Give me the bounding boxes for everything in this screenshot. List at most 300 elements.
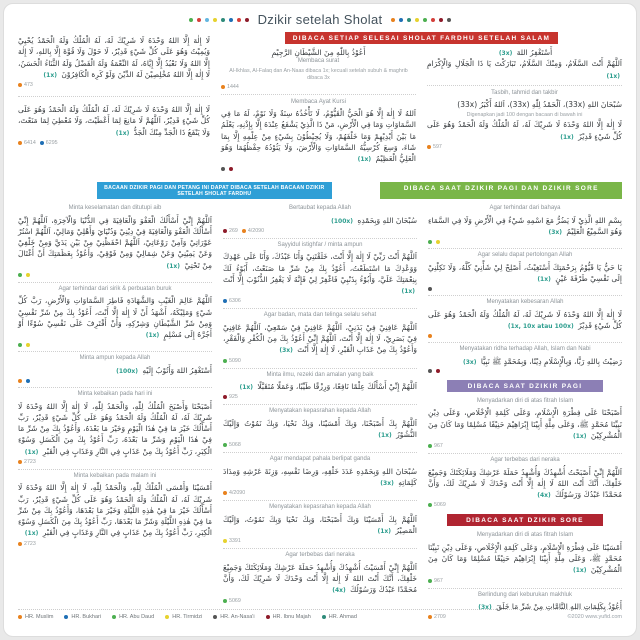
repeat-count: (1x) [115,129,130,137]
arabic-body: لَا إِلٰهَ إِلَّا اللهُ وَحْدَهُ لَا شَرِيْكَ لَهُ، لَهُ الْمُلْكُ وَلَهُ الْحَمْدُ يُحْيِيْ وَيُمِيْتُ وَهُوَ عَلَى كُلِّ شَيْءٍ قَدِيْرٌ، لَا حَوْلَ وَلَا قُوَّةَ إِلَّا بِاللهِ، لَا إِلٰهَ إِلَّا اللهُ وَلَا نَعْبُدُ إِلَّا إِيَّاهُ، لَهُ النِّعْمَةُ وَلَهُ الْفَضْلُ وَلَهُ الثَّنَاءُ الْحَسَنُ، لَا إِلٰهَ إِلَّا اللهُ مُخْلِصِيْنَ لَهُ الدِّيْنَ وَلَوْ كَرِهَ الْكَافِرُوْنَ [18,36,210,79]
hadith-color-dot [242,229,246,233]
hadith-ref [221,167,225,171]
hadith-ref-number: 2723 [24,458,36,465]
tahlil-text [427,119,622,142]
hadith-ref-number: 5069 [229,597,241,604]
salam-dua-text [427,58,622,81]
reference-row [428,443,622,449]
section-header: Bertaubat kepada Allah [288,205,352,211]
reference-row [221,84,416,90]
hadith-ref [436,240,440,244]
arabic-text [223,466,417,489]
repeat-count: (1x) [606,72,620,80]
hadith-color-dot [223,395,227,399]
arabic-text [428,467,622,501]
arabic-text [223,514,417,537]
hadith-color-dot [322,615,326,619]
arabic-text [221,108,416,164]
hadith-color-dot [229,167,233,171]
hadith-color-dot [428,240,432,244]
repeat-count: (1x) [573,567,587,575]
arabic-body: لَا إِلٰهَ إِلَّا اللهُ وَحْدَهُ لَا شَرِيْكَ لَهُ، لَهُ الْمُلْكُ وَلَهُ الْحَمْدُ وَهُوَ عَلَى كُلِّ شَيْءٍ قَدِيْرٌ [428,309,622,330]
hadith-source-label: HR. Bukhari [71,614,102,620]
repeat-count: (4x) [332,587,346,595]
dzikir-section [223,308,417,367]
title-dot [245,18,249,22]
legend-item [213,614,254,620]
taawudz-text: أَعُوْذُ بِاللّٰهِ مِنَ الشَّيْطَانِ الرَّجِيْمِ [271,48,366,57]
hadith-ref-number: 4/2090 [247,227,265,234]
hadith-ref [223,598,241,604]
hadith-ref [26,343,30,347]
repeat-count: (100x) [116,367,139,375]
dzikir-section [428,295,622,342]
hadith-ref-number: 6295 [45,139,58,146]
title-row [18,12,622,27]
after-prayer-banner: DIBACA SETIAP SELESAI SHOLAT FARDHU SETELAH SALAM [285,32,558,44]
arabic-body: اَللَّهُمَّ عَافِنِيْ فِيْ بَدَنِيْ، اَللَّهُمَّ عَافِنِيْ فِيْ سَمْعِيْ، اَللَّهُمَّ عَافِنِيْ فِيْ بَصَرِيْ، لَا إِلٰهَ إِلَّا أَنْتَ، اَللَّهُمَّ إِنِّيْ أَعُوْذُ بِكَ مِنَ الْكُفْرِ وَالْفَقْرِ، وَأَعُوْذُ بِكَ مِنْ عَذَابِ الْقَبْرِ، لَا إِلٰهَ إِلَّا أَنْتَ [223,322,417,355]
arabic-text [428,601,622,612]
hadith-color-dot [18,273,22,277]
hadith-ref [223,358,241,364]
arabic-text [223,418,417,441]
reference-row [427,144,622,150]
arabic-text [428,309,622,332]
reference-row [18,140,210,146]
reference-row [428,369,622,374]
hadith-color-dot [18,343,22,347]
arabic-body: اَللَّهُمَّ إِنِّيْ أَسْأَلُكَ عِلْمًا نَافِعًا، وَرِزْقًا طَيِّبًا، وَعَمَلًا مُتَقَبَّلًا [257,382,417,391]
hadith-ref [229,167,233,171]
section-header: Membaca surat [297,58,340,65]
hadith-ref [221,84,239,90]
hadith-color-dot [18,542,22,546]
hadith-ref [428,614,446,620]
title-dot [189,18,193,22]
section-header: Menyadarkan diri di atas fitrah Islam [476,532,574,539]
hadith-color-dot [26,379,30,383]
hadith-color-dot [427,145,431,149]
arabic-body: اَللَّهُمَّ إِنِّيْ أَمْسَيْتُ أُشْهِدُكَ وَأُشْهِدُ حَمَلَةَ عَرْشِكَ وَمَلَائِكَتَكَ وَجَمِيْعَ خَلْقِكَ، أَنَّكَ أَنْتَ اللهُ لَا إِلٰهَ إِلَّا أَنْتَ وَحْدَكَ لَا شَرِيْكَ لَكَ، وَأَنَّ مُحَمَّدًا عَبْدُكَ وَرَسُوْلُكَ [223,562,417,595]
hadith-ref-number: 473 [24,82,33,88]
hadith-ref-number: 4/2090 [229,490,246,497]
hadith-color-dot [428,369,432,373]
dzikir-section [223,404,417,452]
title-dot [205,18,209,22]
repeat-count: (1x, 10x atau 100x) [507,322,574,330]
title-dot [213,18,217,22]
reference-row [223,394,417,400]
hadith-ref [428,502,446,508]
hadith-ref [428,443,443,449]
section-header: Menyatakan kebesaran Allah [486,299,564,305]
page-title: Dzikir setelah Sholat [257,12,383,27]
repeat-count: (1x) [43,71,57,79]
arabic-text [223,215,417,226]
repeat-count: (1x) [401,288,415,295]
section-header: Sayyidul istighfar / minta ampun [277,241,363,248]
dzikir-section [428,248,622,295]
title-dot [197,18,201,22]
hadith-color-dot [18,83,22,87]
hadith-color-dot [223,359,227,363]
reference-row [428,333,622,338]
section-banner: DIBACA SAAT DZIKIR PAGI [447,380,602,392]
arabic-body: لَا إِلٰهَ إِلَّا اللهُ وَحْدَهُ لَا شَرِيْكَ لَهُ، لَهُ الْمُلْكُ وَلَهُ الْحَمْدُ وَهُوَ عَلَى كُلِّ شَيْءٍ قَدِيْرٌ [427,120,622,141]
reference-row [428,578,622,584]
arabic-text [223,322,417,356]
dzikir-section [223,452,417,500]
hadith-ref-number: 2723 [24,540,36,547]
hadith-ref-number: 967 [434,577,443,584]
dzikir-section [223,238,417,309]
legend-item [322,614,357,620]
hadith-ref [428,240,432,244]
hadith-color-dot [165,615,169,619]
hadith-color-dot [223,229,227,233]
hadith-ref [223,228,238,234]
hadith-ref [436,369,440,373]
section-header: Menyadarkan diri di atas fitrah Islam [476,397,574,404]
arabic-text [428,215,622,238]
hadith-ref [26,379,30,383]
dzikir-section [428,395,622,453]
arabic-body: أَمْسَيْنَا وَأَمْسَى الْمُلْكُ لِلّٰهِ، وَالْحَمْدُ لِلّٰهِ، لَا إِلٰهَ إِلَّا اللهُ وَحْدَهُ لَا شَرِيْكَ لَهُ، لَهُ الْمُلْكُ وَلَهُ الْحَمْدُ وَهُوَ عَلَى كُلِّ شَيْءٍ قَدِيْرٌ، رَبِّ أَسْأَلُكَ خَيْرَ مَا فِيْ هٰذِهِ اللَّيْلَةِ وَخَيْرَ مَا بَعْدَهَا، وَأَعُوْذُ بِكَ مِنْ شَرِّ مَا فِيْ هٰذِهِ اللَّيْلَةِ وَشَرِّ مَا بَعْدَهَا، رَبِّ أَعُوْذُ بِكَ مِنَ الْكَسَلِ وَسُوْءِ الْكِبَرِ، رَبِّ أَعُوْذُ بِكَ مِنْ عَذَابٍ فِي النَّارِ وَعَذَابٍ فِي الْقَبْرِ [18,483,212,538]
title-dot [431,18,435,22]
repeat-count: (1x) [573,432,587,440]
repeat-count: (1x) [145,332,160,339]
hadith-ref [18,541,36,547]
top-zone-right [221,32,622,178]
hadith-ref [223,298,241,304]
hadith-ref-number: 3391 [229,538,241,545]
arabic-text [18,35,210,80]
hadith-ref-number: 6306 [229,298,241,305]
legend-item [266,614,311,620]
arabic-text [223,251,417,296]
reference-row [223,538,417,544]
column-left-top [18,32,210,178]
hadith-ref-number: 5069 [434,502,446,509]
hadith-color-dot [436,369,440,373]
legend-item [165,614,202,620]
hadith-ref-number: 5090 [229,357,241,364]
hadith-color-dot [64,615,68,619]
arabic-body: اَللهُ لَا إِلٰهَ إِلَّا هُوَ الْحَيُّ الْقَيُّوْمُ، لَا تَأْخُذُهُ سِنَةٌ وَلَا نَوْمٌ، لَهُ مَا فِي السَّمَاوَاتِ وَمَا فِي الْأَرْضِ، مَنْ ذَا الَّذِيْ يَشْفَعُ عِنْدَهُ إِلَّا بِإِذْنِهِ، يَعْلَمُ مَا بَيْنَ أَيْدِيْهِمْ وَمَا خَلْفَهُمْ، وَلَا يُحِيْطُوْنَ بِشَيْءٍ مِنْ عِلْمِهِ إِلَّا بِمَا شَاءَ، وَسِعَ كُرْسِيُّهُ السَّمَاوَاتِ وَالْأَرْضَ، وَلَا يَئُوْدُهُ حِفْظُهُمَا وَهُوَ الْعَلِيُّ الْعَظِيْمُ [221,109,416,163]
hadith-color-dot [428,503,432,507]
reference-row [223,228,417,234]
title-dots-left [189,18,249,22]
dzikir-section [428,342,622,378]
dzikir-section [18,32,210,92]
repeat-count: (3x) [279,347,293,355]
arabic-body: سُبْحَانَ اللهِ وَبِحَمْدِهِ [357,215,417,225]
arabic-body: اَللَّهُمَّ إِنِّيْ أَصْبَحْتُ أُشْهِدُكَ وَأُشْهِدُ حَمَلَةَ عَرْشِكَ وَمَلَائِكَتَكَ وَجَمِيْعَ خَلْقِكَ، أَنَّكَ أَنْتَ اللهُ لَا إِلٰهَ إِلَّا أَنْتَ وَحْدَكَ لَا شَرِيْكَ لَكَ، وَأَنَّ مُحَمَّدًا عَبْدُكَ وَرَسُوْلُكَ [428,467,622,499]
title-dot [415,18,419,22]
reference-row [428,286,622,291]
repeat-count: (1x) [378,432,392,439]
repeat-count: (4x) [537,492,551,499]
arabic-text [18,104,210,138]
section-header: Minta ampun kepada Allah [79,355,151,362]
reference-row [18,378,212,383]
top-zone [18,32,622,178]
hadith-ref [242,228,264,234]
arabic-text [18,215,212,271]
legend-item [112,614,154,620]
hadith-ref [428,578,443,584]
arabic-body: أَصْبَحْنَا وَأَصْبَحَ الْمُلْكُ لِلّٰهِ، وَالْحَمْدُ لِلّٰهِ، لَا إِلٰهَ إِلَّا اللهُ وَحْدَهُ لَا شَرِيْكَ لَهُ، لَهُ الْمُلْكُ وَلَهُ الْحَمْدُ وَهُوَ عَلَى كُلِّ شَيْءٍ قَدِيْرٌ، رَبِّ أَسْأَلُكَ خَيْرَ مَا فِيْ هٰذَا الْيَوْمِ وَخَيْرَ مَا بَعْدَهُ، وَأَعُوْذُ بِكَ مِنْ شَرِّ مَا فِيْ هٰذَا الْيَوْمِ وَشَرِّ مَا بَعْدَهُ، رَبِّ أَعُوْذُ بِكَ مِنَ الْكَسَلِ وَسُوْءِ الْكِبَرِ، رَبِّ أَعُوْذُ بِكَ مِنْ عَذَابٍ فِي النَّارِ وَعَذَابٍ فِي الْقَبْرِ [18,401,212,456]
dzikir-section [18,282,212,352]
hadith-color-dot [18,379,22,383]
hadith-source-label: HR. Tirmidzi [172,614,203,620]
reference-row [428,502,622,508]
hadith-ref-number: 6414 [24,139,36,146]
hadith-color-dot [223,299,227,303]
section-header: Berlindung dari keburukan makhluk [477,591,573,598]
column-left [18,202,212,606]
hadith-color-dot [213,615,217,619]
reference-row [18,273,212,278]
divider [427,85,622,86]
reference-row [223,298,417,304]
section-header: Agar terhindar dari bahaya [489,205,561,211]
reference-row [18,342,212,347]
hadith-source-label: HR. Ahmad [328,614,357,620]
repeat-count: (1x) [377,528,391,535]
reference-row [223,442,417,448]
hadith-ref [18,273,22,277]
legend-item [64,614,101,620]
hadith-ref-number: 967 [434,443,443,449]
copyright: ©2020 www.yufid.com [567,614,622,620]
dzikir-section [18,387,212,469]
hadith-color-dot [223,443,227,447]
title-dot [391,18,395,22]
hadith-color-dot [223,539,227,543]
section-header: Agar terbebas dari neraka [285,552,355,559]
dzikir-section [18,351,212,387]
surat-note: Al-Ikhlas, Al-Falaq dan An-Naas dibaca 1x; kecuali setelah subuh & maghrib dibaca 3x [229,67,408,81]
dzikir-section [18,101,210,150]
section-header: Tasbih, tahmid dan takbir [491,89,558,96]
arabic-text [223,381,417,392]
arabic-body: أَسْتَغْفِرُ اللهَ [516,48,553,57]
hadith-source-label: HR. Abu Daud [119,614,155,620]
title-dot [423,18,427,22]
title-dot [399,18,403,22]
poster-page [3,3,637,637]
repeat-count: (1x) [560,133,574,141]
hadith-ref-number: 1444 [227,83,239,90]
hadith-color-dot [26,343,30,347]
hadith-color-dot [223,599,227,603]
title-dot [439,18,443,22]
section-header: Membaca Ayat Kursi [291,98,346,105]
arabic-body: اَللَّهُمَّ عَالِمَ الْغَيْبِ وَالشَّهَادَةِ فَاطِرَ السَّمَاوَاتِ وَالْأَرْضِ، رَبَّ كُلِّ شَيْءٍ وَمَلِيْكَهُ، أَشْهَدُ أَنْ لَا إِلٰهَ إِلَّا أَنْتَ، أَعُوْذُ بِكَ مِنْ شَرِّ نَفْسِيْ وَمِنْ شَرِّ الشَّيْطَانِ وَشِرْكِهِ، وَأَنْ أَقْتَرِفَ عَلَى نَفْسِيْ سُوْءًا أَوْ أَجُرَّهُ إِلَى مُسْلِمٍ [18,296,212,339]
hadith-ref [18,343,22,347]
dzikir-section [223,368,417,405]
arabic-text [18,482,212,538]
morning-evening-banner: DIBACA SAAT DZIKIR PAGI DAN DZIKIR SORE [380,182,622,199]
hadith-color-dot [428,615,432,619]
hadith-ref [427,144,442,150]
hadith-ref-number: 5068 [229,442,241,449]
dzikir-section [223,500,417,548]
arabic-body: اَللَّهُمَّ إِنِّيْ أَسْأَلُكَ الْعَفْوَ وَالْعَافِيَةَ فِي الدُّنْيَا وَالْآخِرَةِ، اَللَّهُمَّ إِنِّيْ أَسْأَلُكَ الْعَفْوَ وَالْعَافِيَةَ فِيْ دِيْنِيْ وَدُنْيَايَ وَأَهْلِيْ وَمَالِيْ، اَللَّهُمَّ اسْتُرْ عَوْرَاتِيْ وَآمِنْ رَوْعَاتِيْ، اَللَّهُمَّ احْفَظْنِيْ مِنْ بَيْنِ يَدَيَّ وَمِنْ خَلْفِيْ وَعَنْ يَمِيْنِيْ وَعَنْ شِمَالِيْ وَمِنْ فَوْقِيْ، وَأَعُوْذُ بِعَظَمَتِكَ أَنْ أُغْتَالَ مِنْ تَحْتِيْ [18,215,212,270]
section-header: Menyatakan ridha terhadap Allah, Islam dan Nabi [459,346,591,352]
hadith-color-dot [436,240,440,244]
hadith-color-dot [18,141,22,145]
repeat-count: (1x) [239,384,254,391]
title-dot [237,18,241,22]
repeat-count: (3x) [498,50,513,57]
arabic-text [223,562,417,596]
hadith-ref [18,140,36,146]
note-banner: BACAAN DZIKIR PAGI DAN PETANG INI DAPAT DIBACA SETELAH BACAAN DZIKIR SETELAH SHOLAT FARDHU [97,182,333,199]
repeat-count: (1x) [357,156,372,163]
arabic-body: بِسْمِ اللهِ الَّذِيْ لَا يَضُرُّ مَعَ اسْمِهِ شَيْءٌ فِي الْأَرْضِ وَلَا فِي السَّمَاءِ وَهُوَ السَّمِيْعُ الْعَلِيْمُ [428,215,622,236]
arabic-text [18,365,212,376]
hadith-ref [223,490,245,496]
reference-row [18,82,210,88]
reference-row [18,459,212,465]
repeat-count: (3x) [380,480,394,487]
reference-row [221,166,416,171]
section-header: Agar terbebas dari neraka [490,457,560,463]
arabic-text [428,262,622,285]
repeat-count: (3x) [548,228,562,236]
hadith-ref [428,369,432,373]
dzikir-section [18,469,212,551]
divider [18,96,210,97]
repeat-count: (100x) [331,217,354,225]
arabic-text [18,401,212,457]
section-header: Menyatakan kepasrahan kepada Allah [269,408,371,415]
hadith-color-dot [428,334,432,338]
tasbih-text: سُبْحَانَ اللهِ (33x)، اَلْحَمْدُ لِلّٰهِ (33x)، اَللهُ أَكْبَرُ (33x) [457,100,622,110]
arabic-body: أَمْسَيْنَا عَلَى فِطْرَةِ الْإِسْلَامِ، وَعَلَى كَلِمَةِ الْإِخْلَاصِ، وَعَلَى دِيْنِ نَبِيِّنَا مُحَمَّدٍ ﷺ، وَعَلَى مِلَّةِ أَبِيْنَا إِبْرَاهِيْمَ حَنِيْفًا مُسْلِمًا وَمَا كَانَ مِنَ الْمُشْرِكِيْنَ [428,542,622,575]
section-header: Minta ilmu, rezeki dan amalan yang baik [266,371,374,378]
hadith-color-dot [428,287,432,291]
arabic-text [428,356,622,367]
reference-row [223,598,417,604]
hadith-color-dot [112,615,116,619]
column-middle [223,202,417,606]
section-banner: DIBACA SAAT DZIKIR SORE [447,514,602,526]
repeat-count: (1x) [24,448,39,456]
hadith-color-dot [18,460,22,464]
top-zone-right-columns [221,47,622,178]
hadith-source-label: HR. Ibnu Majah [272,614,311,620]
hadith-color-dot [40,141,44,145]
arabic-text [428,542,622,576]
arabic-body: رَضِيْتُ بِاللهِ رَبًّا، وَبِالْإِسْلَامِ دِيْنًا، وَبِمُحَمَّدٍ ﷺ نَبِيًّا [480,356,622,366]
title-dot [447,18,451,22]
dzikir-section [223,202,417,238]
dzikir-section [223,548,417,607]
arabic-body: اَللَّهُمَّ بِكَ أَصْبَحْنَا، وَبِكَ أَمْسَيْنَا، وَبِكَ نَحْيَا، وَبِكَ نَمُوْتُ وَإِلَيْكَ النُّشُوْرُ [223,418,417,439]
hadith-ref [223,538,241,544]
title-dots-right [391,18,451,22]
hadith-ref [18,82,33,88]
hadith-source-label: HR. An-Nasa'i [220,614,255,620]
hadith-color-dot [18,615,22,619]
hadith-ref [428,334,432,338]
hadith-color-dot [266,615,270,619]
tasbih-note: Digenapkan jadi 100 dengan bacaan di bawah ini [466,111,583,118]
reference-row [223,490,417,496]
reference-row [223,358,417,364]
hadith-ref-number: 925 [229,394,238,401]
hadith-color-dot [428,444,432,448]
section-header: Agar terhindar dari sirik & perbuatan buruk [58,285,172,292]
repeat-count: (3x) [463,358,477,366]
column-right-top [427,47,622,178]
dzikir-section [428,529,622,587]
hadith-color-dot [428,579,432,583]
arabic-body: يَا حَيُّ يَا قَيُّوْمُ بِرَحْمَتِكَ أَسْتَغِيْثُ، أَصْلِحْ لِيْ شَأْنِيْ كُلَّهُ، وَلَا تَكِلْنِيْ إِلَى نَفْسِيْ طَرْفَةَ عَيْنٍ [428,262,622,283]
arabic-body: سُبْحَانَ اللهِ وَبِحَمْدِهِ عَدَدَ خَلْقِهِ، وَرِضَا نَفْسِهِ، وَزِنَةَ عَرْشِهِ وَمِدَادَ كَلِمَاتِهِ [223,466,417,487]
reference-row [18,541,212,547]
legend-item [18,614,53,620]
hadith-ref [223,442,241,448]
title-dot [221,18,225,22]
dzikir-section [18,202,212,282]
arabic-body: اَللَّهُمَّ أَنْتَ رَبِّيْ لَا إِلٰهَ إِلَّا أَنْتَ، خَلَقْتَنِيْ وَأَنَا عَبْدُكَ، وَأَنَا عَلَى عَهْدِكَ وَوَعْدِكَ مَا اسْتَطَعْتُ، أَعُوْذُ بِكَ مِنْ شَرِّ مَا صَنَعْتُ، أَبُوْءُ لَكَ بِنِعْمَتِكَ عَلَيَّ، وَأَبُوْءُ بِذَنْبِيْ فَاغْفِرْ لِيْ فَإِنَّهُ لَا يَغْفِرُ الذُّنُوْبَ إِلَّا أَنْتَ [223,252,417,284]
dzikir-section [428,202,622,248]
banner-row [18,182,622,199]
arabic-body: أَسْتَغْفِرُ اللهَ وَأَتُوْبُ إِلَيْهِ [142,365,212,375]
hadith-ref-number: 2709 [434,614,446,621]
arabic-body: أَصْبَحْنَا عَلَى فِطْرَةِ الْإِسْلَامِ، وَعَلَى كَلِمَةِ الْإِخْلَاصِ، وَعَلَى دِيْنِ نَبِيِّنَا مُحَمَّدٍ ﷺ، وَعَلَى مِلَّةِ أَبِيْنَا إِبْرَاهِيْمَ حَنِيْفًا مُسْلِمًا وَمَا كَانَ مِنَ الْمُشْرِكِيْنَ [428,408,622,440]
istighfar-text [427,47,622,58]
hadith-color-dot [221,167,225,171]
hadith-ref [40,140,58,146]
repeat-count: (3x) [478,604,492,611]
hadith-ref [26,273,30,277]
hadith-color-dot [221,85,225,89]
hadith-ref-number: 269 [229,227,238,234]
section-header: Agar selalu dapat pertolongan Allah [477,252,573,258]
hadith-color-dot [26,273,30,277]
repeat-count: (1x) [537,275,551,283]
divider [221,94,416,95]
hadith-legend [18,614,368,620]
repeat-count: (1x) [24,530,39,538]
section-header: Agar badan, mata dan telinga selalu sehat [263,312,377,319]
arabic-body: اَللَّهُمَّ بِكَ أَمْسَيْنَا وَبِكَ أَصْبَحْنَا، وَبِكَ نَحْيَا وَبِكَ نَمُوْتُ، وَإِلَيْكَ الْمَصِيْرُ [223,514,417,535]
section-header: Minta kebaikan pada malam ini [73,472,157,479]
hadith-ref [428,287,432,291]
hadith-ref [18,379,22,383]
section-header: Minta kebaikan pada hari ini [77,391,153,397]
hadith-ref [223,394,238,400]
reference-row [428,239,622,244]
arabic-body: لَا إِلٰهَ إِلَّا اللهُ وَحْدَهُ لَا شَرِيْكَ لَهُ، لَهُ الْمُلْكُ وَلَهُ الْحَمْدُ وَهُوَ عَلَى كُلِّ شَيْءٍ قَدِيْرٌ، اَللَّهُمَّ لَا مَانِعَ لِمَا أَعْطَيْتَ، وَلَا مُعْطِيَ لِمَا مَنَعْتَ، وَلَا يَنْفَعُ ذَا الْجَدِّ مِنْكَ الْجَدُّ [18,105,210,137]
hadith-color-dot [223,491,227,495]
arabic-body: أَعُوْذُ بِكَلِمَاتِ اللهِ التَّامَّاتِ مِنْ شَرِّ مَا خَلَقَ [496,602,622,611]
repeat-count: (1x) [166,262,181,270]
arabic-body: اَللَّهُمَّ أَنْتَ السَّلَامُ، وَمِنْكَ السَّلَامُ، تَبَارَكْتَ يَا ذَا الْجَلَالِ وَالْإِكْرَامِ [427,59,622,69]
section-header: Agar mendapat pahala berlipat ganda [269,456,371,463]
section-header: Minta keselamatan dan ditutupi aib [68,205,162,211]
section-header: Menyatakan kepasrahan kepada Allah [269,504,371,511]
title-dot [407,18,411,22]
title-dot [229,18,233,22]
hadith-ref-number: 597 [433,143,442,150]
hadith-ref [18,459,36,465]
